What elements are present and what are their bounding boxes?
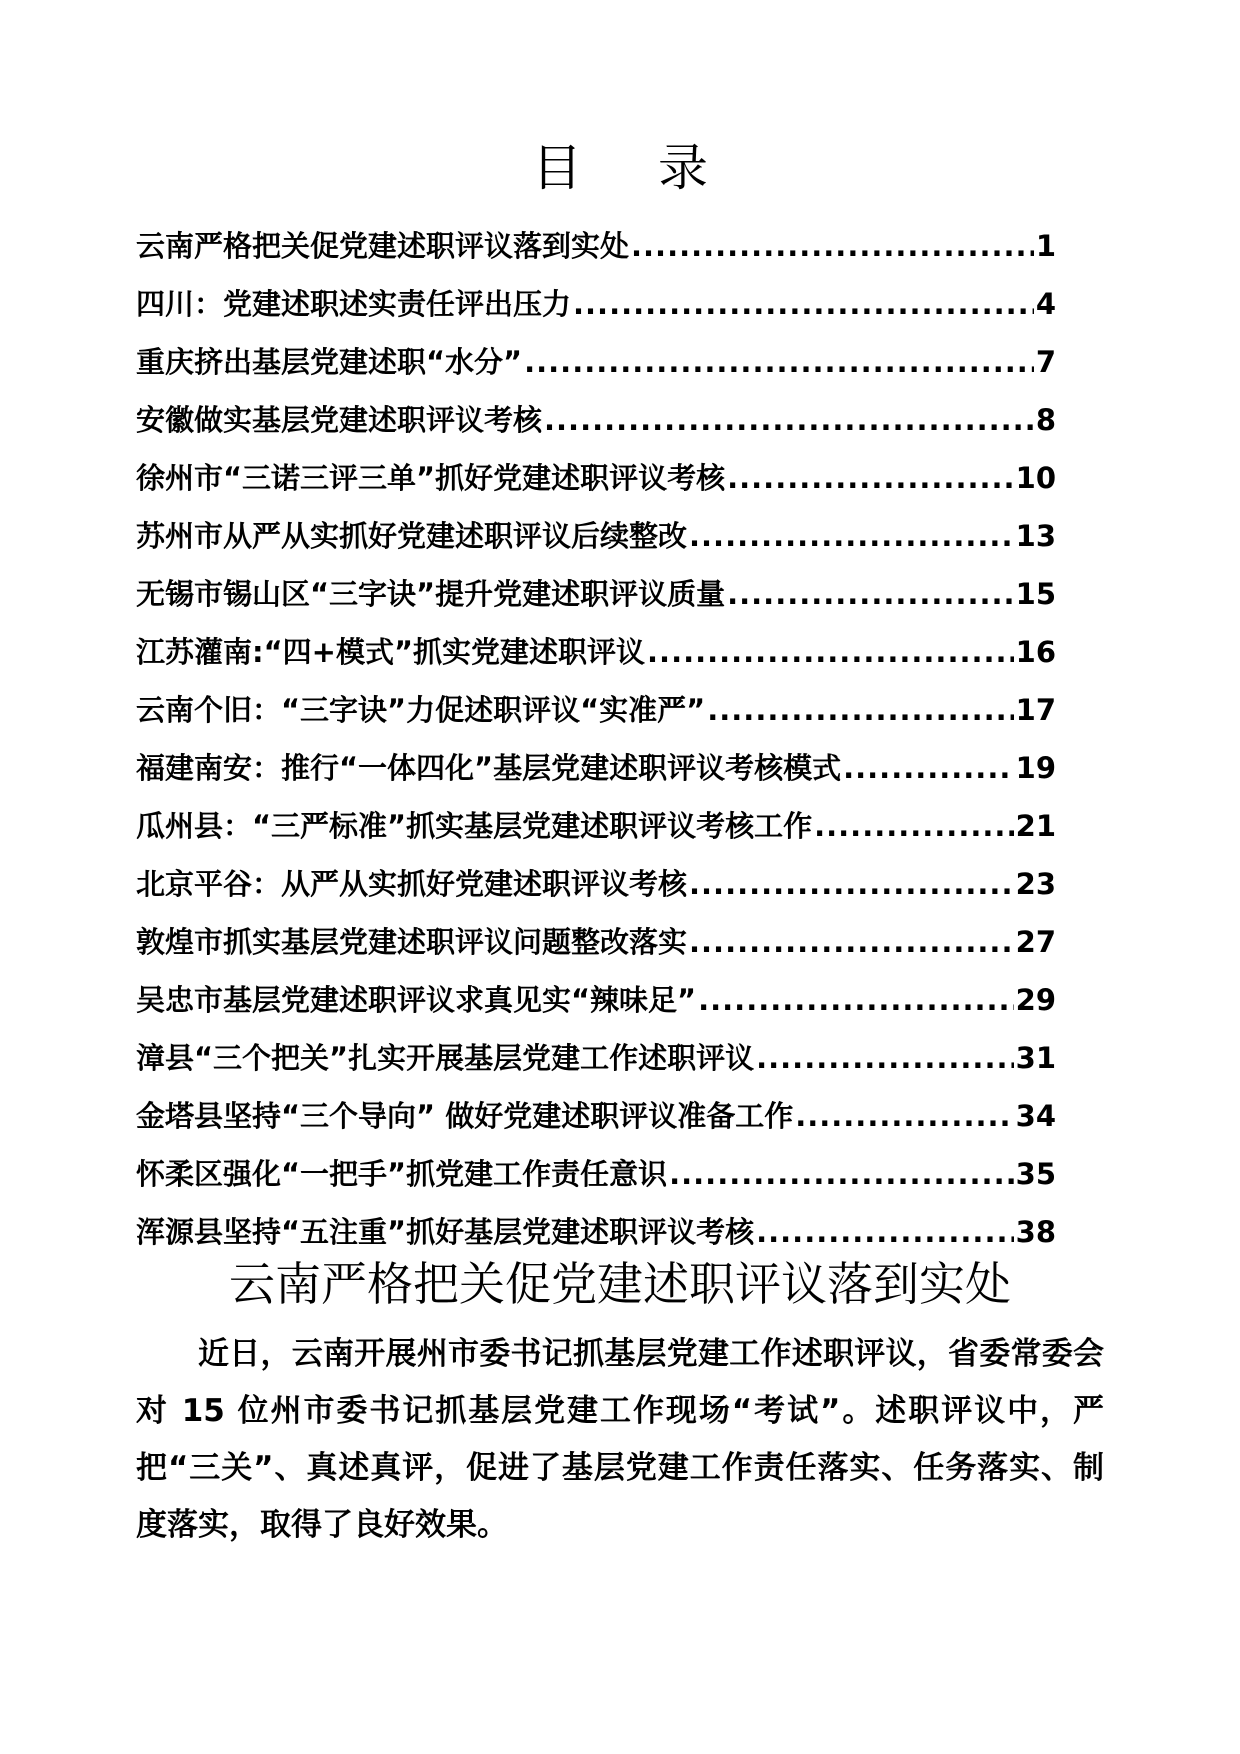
toc-entry-page-number: 15 — [1015, 577, 1056, 611]
toc-entry-title: 浑源县坚持“五注重”抓好基层党建述职评议考核 — [136, 1215, 755, 1249]
toc-entry-page-number: 21 — [1015, 809, 1056, 843]
toc-entry-page-number: 31 — [1015, 1041, 1056, 1075]
toc-entry-page-number: 23 — [1015, 867, 1056, 901]
toc-entry-title: 吴忠市基层党建述职评议求真见实“辣味足” — [136, 983, 697, 1017]
toc-dot-leader — [727, 565, 1014, 623]
toc-entry-page-number: 4 — [1035, 287, 1056, 321]
toc-dot-leader — [698, 971, 1014, 1029]
toc-entry-title: 福建南安：推行“一体四化”基层党建述职评议考核模式 — [136, 751, 842, 785]
toc-entry[interactable] — [136, 623, 1056, 681]
toc-entry-page-number: 13 — [1015, 519, 1056, 553]
toc-entry-title: 云南严格把关促党建述职评议落到实处 — [136, 229, 630, 263]
article-title: 云南严格把关促党建述职评议落到实处 — [229, 1257, 1011, 1311]
toc-dot-leader — [843, 739, 1014, 797]
toc-dot-leader — [669, 1145, 1014, 1203]
toc-entry-page-number: 35 — [1015, 1157, 1056, 1191]
toc-entry-page-number: 19 — [1015, 751, 1056, 785]
toc-entry[interactable] — [136, 333, 1056, 391]
toc-dot-leader — [631, 217, 1034, 275]
toc-dot-leader — [689, 855, 1014, 913]
toc-entry-title: 敦煌市抓实基层党建述职评议问题整改落实 — [136, 925, 688, 959]
toc-entry-page-number: 17 — [1015, 693, 1056, 727]
toc-entry[interactable] — [136, 1029, 1056, 1087]
toc-entry[interactable] — [136, 217, 1056, 275]
toc-entry-title: 北京平谷：从严从实抓好党建述职评议考核 — [136, 867, 688, 901]
toc-entry-title: 四川：党建述职述实责任评出压力 — [136, 287, 572, 321]
toc-entry-page-number: 1 — [1035, 229, 1056, 263]
toc-entry[interactable] — [136, 507, 1056, 565]
toc-entry[interactable] — [136, 1087, 1056, 1145]
toc-entry-page-number: 27 — [1015, 925, 1056, 959]
toc-entry-page-number: 16 — [1015, 635, 1056, 669]
toc-heading: 目 录 — [532, 139, 738, 197]
toc-entry-page-number: 38 — [1015, 1215, 1056, 1249]
toc-dot-leader — [814, 797, 1014, 855]
article-paragraph: 近日，云南开展州市委书记抓基层党建工作述职评议，省委常委会对 15 位州市委书记抓基层党建工作现场“考试”。述职评议中，严把“三关”、真述真评，促进了基层党建工作责任落实、任务落实、制度落实，取得了良好效果。 — [136, 1336, 1104, 1543]
toc-entry-title: 徐州市“三诺三评三单”抓好党建述职评议考核 — [136, 461, 726, 495]
toc-entry-title: 瓜州县：“三严标准”抓实基层党建述职评议考核工作 — [136, 809, 813, 843]
toc-entry[interactable] — [136, 565, 1056, 623]
toc-entry[interactable] — [136, 971, 1056, 1029]
toc-entry-page-number: 10 — [1015, 461, 1056, 495]
toc-dot-leader — [707, 681, 1013, 739]
toc-entry-title: 云南个旧：“三字诀”力促述职评议“实准严” — [136, 693, 706, 727]
toc-dot-leader — [727, 449, 1014, 507]
toc-entry-title: 江苏灌南:“四+模式”抓实党建述职评议 — [136, 635, 646, 669]
toc-dot-leader — [689, 913, 1014, 971]
toc-entry-title: 金塔县坚持“三个导向” 做好党建述职评议准备工作 — [136, 1099, 794, 1133]
toc-entry[interactable] — [136, 449, 1056, 507]
toc-entry[interactable] — [136, 1145, 1056, 1203]
toc-entry[interactable] — [136, 913, 1056, 971]
toc-entry-page-number: 29 — [1015, 983, 1056, 1017]
toc-entry-title: 重庆挤出基层党建述职“水分” — [136, 345, 523, 379]
toc-entry-title: 安徽做实基层党建述职评议考核 — [136, 403, 543, 437]
toc-dot-leader — [573, 275, 1034, 333]
toc-entry-title: 无锡市锡山区“三字诀”提升党建述职评议质量 — [136, 577, 726, 611]
toc-entry[interactable] — [136, 391, 1056, 449]
toc-dot-leader — [544, 391, 1034, 449]
toc-entry-title: 漳县“三个把关”扎实开展基层党建工作述职评议 — [136, 1041, 755, 1075]
toc-dot-leader — [689, 507, 1014, 565]
toc-entry[interactable] — [136, 681, 1056, 739]
toc-entry[interactable] — [136, 797, 1056, 855]
toc-dot-leader — [647, 623, 1014, 681]
toc-entry[interactable] — [136, 855, 1056, 913]
toc-entry-page-number: 8 — [1035, 403, 1056, 437]
toc-dot-leader — [795, 1087, 1013, 1145]
toc-entry-title: 怀柔区强化“一把手”抓党建工作责任意识 — [136, 1157, 668, 1191]
toc-dot-leader — [524, 333, 1034, 391]
toc-entry[interactable] — [136, 275, 1056, 333]
toc-entry-title: 苏州市从严从实抓好党建述职评议后续整改 — [136, 519, 688, 553]
toc-entry[interactable] — [136, 739, 1056, 797]
table-of-contents — [136, 217, 1056, 1261]
toc-entry-page-number: 7 — [1035, 345, 1056, 379]
toc-entry-page-number: 34 — [1015, 1099, 1056, 1133]
toc-dot-leader — [756, 1029, 1014, 1087]
